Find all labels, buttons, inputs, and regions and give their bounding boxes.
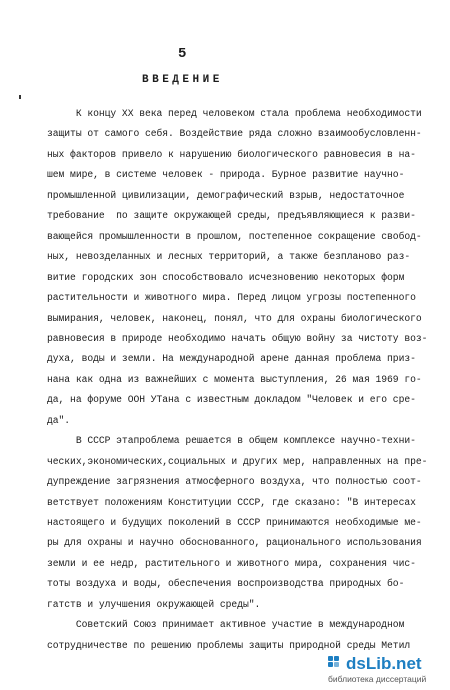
text-line: тоты воздуха и воды, обеспечения воспроизводства природных бо- — [47, 578, 405, 590]
text-line: витие городских зон способствовало исчезновению некоторых форм — [47, 271, 405, 283]
text-line: ческих,экономических,социальных и других мер, направленных на пре- — [47, 455, 428, 467]
text-line: ры для охраны и научно обоснованного, рационального использования — [47, 537, 422, 549]
text-line: земли и ее недр, растительного и животного мира, сохранения чис- — [47, 557, 416, 569]
text-line: духа, воды и земли. На международной арене данная проблема приз- — [47, 353, 416, 365]
text-line: ных, невозделанных и лесных территорий, а также безпланово раз- — [47, 251, 411, 263]
text-line: нана как одна из важнейших с момента выступления, 26 мая 1969 го- — [47, 373, 422, 385]
text-line: шем мире, в системе человек - природа. Бурное развитие научно- — [47, 169, 405, 181]
text-line: дупреждение загрязнения атмосферного воздуха, что полностью соот- — [47, 476, 422, 488]
text-line: Советский Союз принимает активное участие в международном — [47, 619, 405, 631]
text-line: В СССР этапроблема решается в общем комплексе научно-техни- — [47, 435, 416, 447]
text-line: да, на форуме ООН УТана с известным докладом "Человек и его сре- — [47, 394, 416, 406]
watermark-logo: dsLib.net — [346, 654, 422, 673]
text-line: сотрудничестве по решению проблемы защиты природной среды Метил — [47, 639, 411, 651]
text-line: растительности и животного мира. Перед лицом угрозы постепенного — [47, 292, 416, 304]
text-line: настоящего и будущих поколений в СССР принимаются необходимые ме- — [47, 517, 422, 528]
watermark — [328, 654, 440, 684]
text-line: ветствует положениям Конституции СССР, где сказано: "В интересах — [47, 496, 416, 508]
text-line: защиты от самого себя. Воздействие ряда сложно взаимообусловленн- — [47, 128, 422, 140]
text-line: требование по защите окружающей среды, предъявляющиеся к разви- — [47, 210, 416, 222]
text-line: вающейся промышленности в прошлом, постепенное сокращение свобод- — [47, 230, 422, 242]
text-line: вымирания, человек, наконец, понял, что для охраны биологического — [47, 312, 422, 324]
section-heading: ВВЕДЕНИЕ — [142, 74, 223, 86]
text-line: гатств и улучшения окружающей среды". — [47, 598, 261, 610]
watermark-subtitle: библиотека диссертаций — [328, 674, 427, 684]
text-line: К концу XX века перед человеком стала проблема необходимости — [47, 108, 422, 119]
text-line: равновесия в природе необходимо начать общую войну за чистоту воз- — [47, 332, 428, 344]
grid-logo-icon — [328, 656, 342, 670]
text-line: да". — [47, 414, 71, 426]
text-line: ных факторов привело к нарушению биологического равновесия в на- — [47, 148, 416, 160]
text-line: промышленной цивилизации, демографический взрыв, недостаточное — [47, 189, 405, 201]
margin-mark — [19, 95, 21, 99]
page-number: 5 — [178, 46, 187, 62]
